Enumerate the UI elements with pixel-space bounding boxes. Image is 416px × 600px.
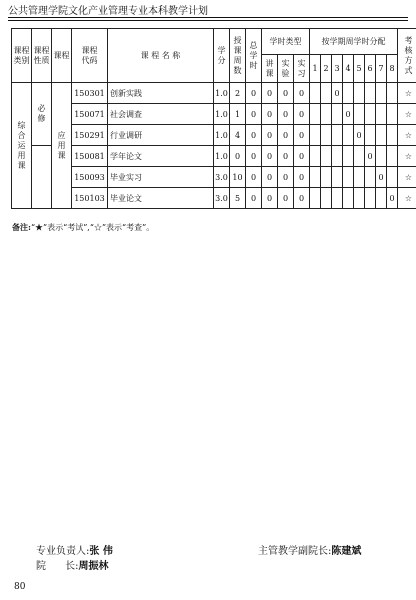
course-practice-hours: 0 [294,146,310,167]
col-header-hour-types: 学时类型 [262,29,310,55]
dean-label: 院 长: [36,561,79,572]
course-name: 学年论文 [108,146,214,167]
table-row [12,104,416,125]
semester-hours-5 [354,83,365,104]
course-total-hours: 0 [246,188,262,209]
col-header-semester-6: 6 [365,55,376,83]
course-code: 150093 [72,167,108,188]
semester-hours-3 [332,188,343,209]
semester-hours-8 [387,104,398,125]
col-header-experiment: 实验 [278,55,294,83]
table-row [12,83,416,104]
course-category-cell: 综合运用课 [12,83,32,209]
semester-hours-7 [376,104,387,125]
table-row [12,188,416,209]
col-header-credit: 学分 [214,29,230,83]
course-weeks: 4 [230,125,246,146]
course-practice-hours: 0 [294,188,310,209]
page-number: 80 [14,582,26,592]
semester-hours-5 [354,104,365,125]
semester-hours-7 [376,125,387,146]
assessment-mark: ☆ [398,146,416,167]
col-header-semester-4: 4 [343,55,354,83]
semester-hours-1 [310,146,321,167]
semester-hours-6 [365,188,376,209]
semester-hours-3 [332,146,343,167]
table-row [12,146,416,167]
course-weeks: 0 [230,146,246,167]
semester-hours-2 [321,104,332,125]
vice-dean-signature [258,542,361,557]
semester-hours-8 [387,146,398,167]
semester-hours-8: 0 [387,188,398,209]
course-practice-hours: 0 [294,125,310,146]
col-header-total-hours: 总学时 [246,29,262,83]
semester-hours-1 [310,167,321,188]
table-row [12,125,416,146]
course-experiment-hours: 0 [278,188,294,209]
semester-hours-4 [343,83,354,104]
course-experiment-hours: 0 [278,125,294,146]
semester-hours-7 [376,188,387,209]
course-lecture-hours: 0 [262,125,278,146]
course-weeks: 1 [230,104,246,125]
col-header-semester-2: 2 [321,55,332,83]
course-total-hours: 0 [246,146,262,167]
semester-hours-1 [310,188,321,209]
course-credit: 3.0 [214,188,230,209]
semester-hours-2 [321,188,332,209]
semester-hours-3: 0 [332,83,343,104]
assessment-mark: ☆ [398,104,416,125]
semester-hours-4 [343,167,354,188]
course-experiment-hours: 0 [278,167,294,188]
semester-hours-7 [376,83,387,104]
course-lecture-hours: 0 [262,188,278,209]
semester-hours-6 [365,83,376,104]
col-header-weeks: 授课周数 [230,29,246,83]
note-text: “★”表示“考试”,“☆”表示“考查”。 [30,223,155,232]
col-header-semester-7: 7 [376,55,387,83]
semester-hours-7 [376,146,387,167]
major-head-signature [36,542,113,557]
course-credit: 1.0 [214,104,230,125]
semester-hours-5 [354,167,365,188]
course-code: 150301 [72,83,108,104]
col-header-assessment: 考核方式 [398,29,416,83]
semester-hours-4 [343,125,354,146]
semester-hours-6 [365,167,376,188]
semester-hours-7: 0 [376,167,387,188]
course-credit: 1.0 [214,146,230,167]
course-experiment-hours: 0 [278,104,294,125]
semester-hours-2 [321,125,332,146]
dean-name: 周振林 [78,561,109,572]
semester-hours-2 [321,167,332,188]
col-header-semester-8: 8 [387,55,398,83]
semester-hours-2 [321,146,332,167]
course-type-cell: 应用课 [52,83,72,209]
assessment-mark: ☆ [398,167,416,188]
semester-hours-1 [310,104,321,125]
col-header-semester-5: 5 [354,55,365,83]
course-weeks: 10 [230,167,246,188]
course-total-hours: 0 [246,83,262,104]
semester-hours-1 [310,125,321,146]
vice-dean-name: 陈建斌 [331,546,362,557]
course-nature-cell: 必修 [32,83,52,146]
dean-signature [36,557,108,572]
course-weeks: 5 [230,188,246,209]
semester-hours-1 [310,83,321,104]
course-code: 150071 [72,104,108,125]
major-head-name: 张 伟 [89,546,113,557]
assessment-mark: ☆ [398,125,416,146]
course-total-hours: 0 [246,104,262,125]
course-lecture-hours: 0 [262,104,278,125]
col-header-category: 课程类别 [12,29,32,83]
major-head-label: 专业负责人: [36,546,90,557]
page-header: 公共管理学院文化产业管理专业本科教学计划 [8,4,408,21]
semester-hours-8 [387,167,398,188]
note-prefix: 备注: [12,222,31,232]
semester-hours-2 [321,83,332,104]
course-name: 社会调查 [108,104,214,125]
col-header-name: 课 程 名 称 [108,29,214,83]
vice-dean-label: 主管教学副院长: [258,546,332,557]
course-code: 150291 [72,125,108,146]
course-code: 150103 [72,188,108,209]
semester-hours-4 [343,146,354,167]
semester-hours-8 [387,125,398,146]
semester-hours-3 [332,167,343,188]
semester-hours-5: 0 [354,125,365,146]
course-name: 创新实践 [108,83,214,104]
course-nature-cell-lower [32,146,52,209]
teaching-plan-table [11,28,416,209]
course-name: 毕业论文 [108,188,214,209]
course-name: 毕业实习 [108,167,214,188]
course-credit: 1.0 [214,125,230,146]
course-credit: 1.0 [214,83,230,104]
table-row [12,167,416,188]
col-header-type: 课程 [52,29,72,83]
course-practice-hours: 0 [294,104,310,125]
col-header-code: 课程代码 [72,29,108,83]
semester-hours-5 [354,188,365,209]
assessment-mark: ☆ [398,83,416,104]
col-header-semester-3: 3 [332,55,343,83]
course-practice-hours: 0 [294,167,310,188]
table-note [12,222,402,233]
semester-hours-8 [387,83,398,104]
semester-hours-4 [343,188,354,209]
semester-hours-4: 0 [343,104,354,125]
course-practice-hours: 0 [294,83,310,104]
assessment-mark: ☆ [398,188,416,209]
course-weeks: 2 [230,83,246,104]
course-total-hours: 0 [246,125,262,146]
col-header-lecture: 讲课 [262,55,278,83]
semester-hours-6 [365,125,376,146]
course-code: 150081 [72,146,108,167]
semester-hours-5 [354,146,365,167]
course-experiment-hours: 0 [278,83,294,104]
semester-hours-3 [332,125,343,146]
semester-hours-6 [365,104,376,125]
col-header-semester-distribution: 按学期周学时分配 [310,29,398,55]
course-experiment-hours: 0 [278,146,294,167]
course-lecture-hours: 0 [262,146,278,167]
semester-hours-6: 0 [365,146,376,167]
course-lecture-hours: 0 [262,167,278,188]
course-credit: 3.0 [214,167,230,188]
col-header-semester-1: 1 [310,55,321,83]
course-lecture-hours: 0 [262,83,278,104]
semester-hours-3 [332,104,343,125]
course-name: 行业调研 [108,125,214,146]
course-total-hours: 0 [246,167,262,188]
col-header-nature: 课程性质 [32,29,52,83]
col-header-practice: 实习 [294,55,310,83]
